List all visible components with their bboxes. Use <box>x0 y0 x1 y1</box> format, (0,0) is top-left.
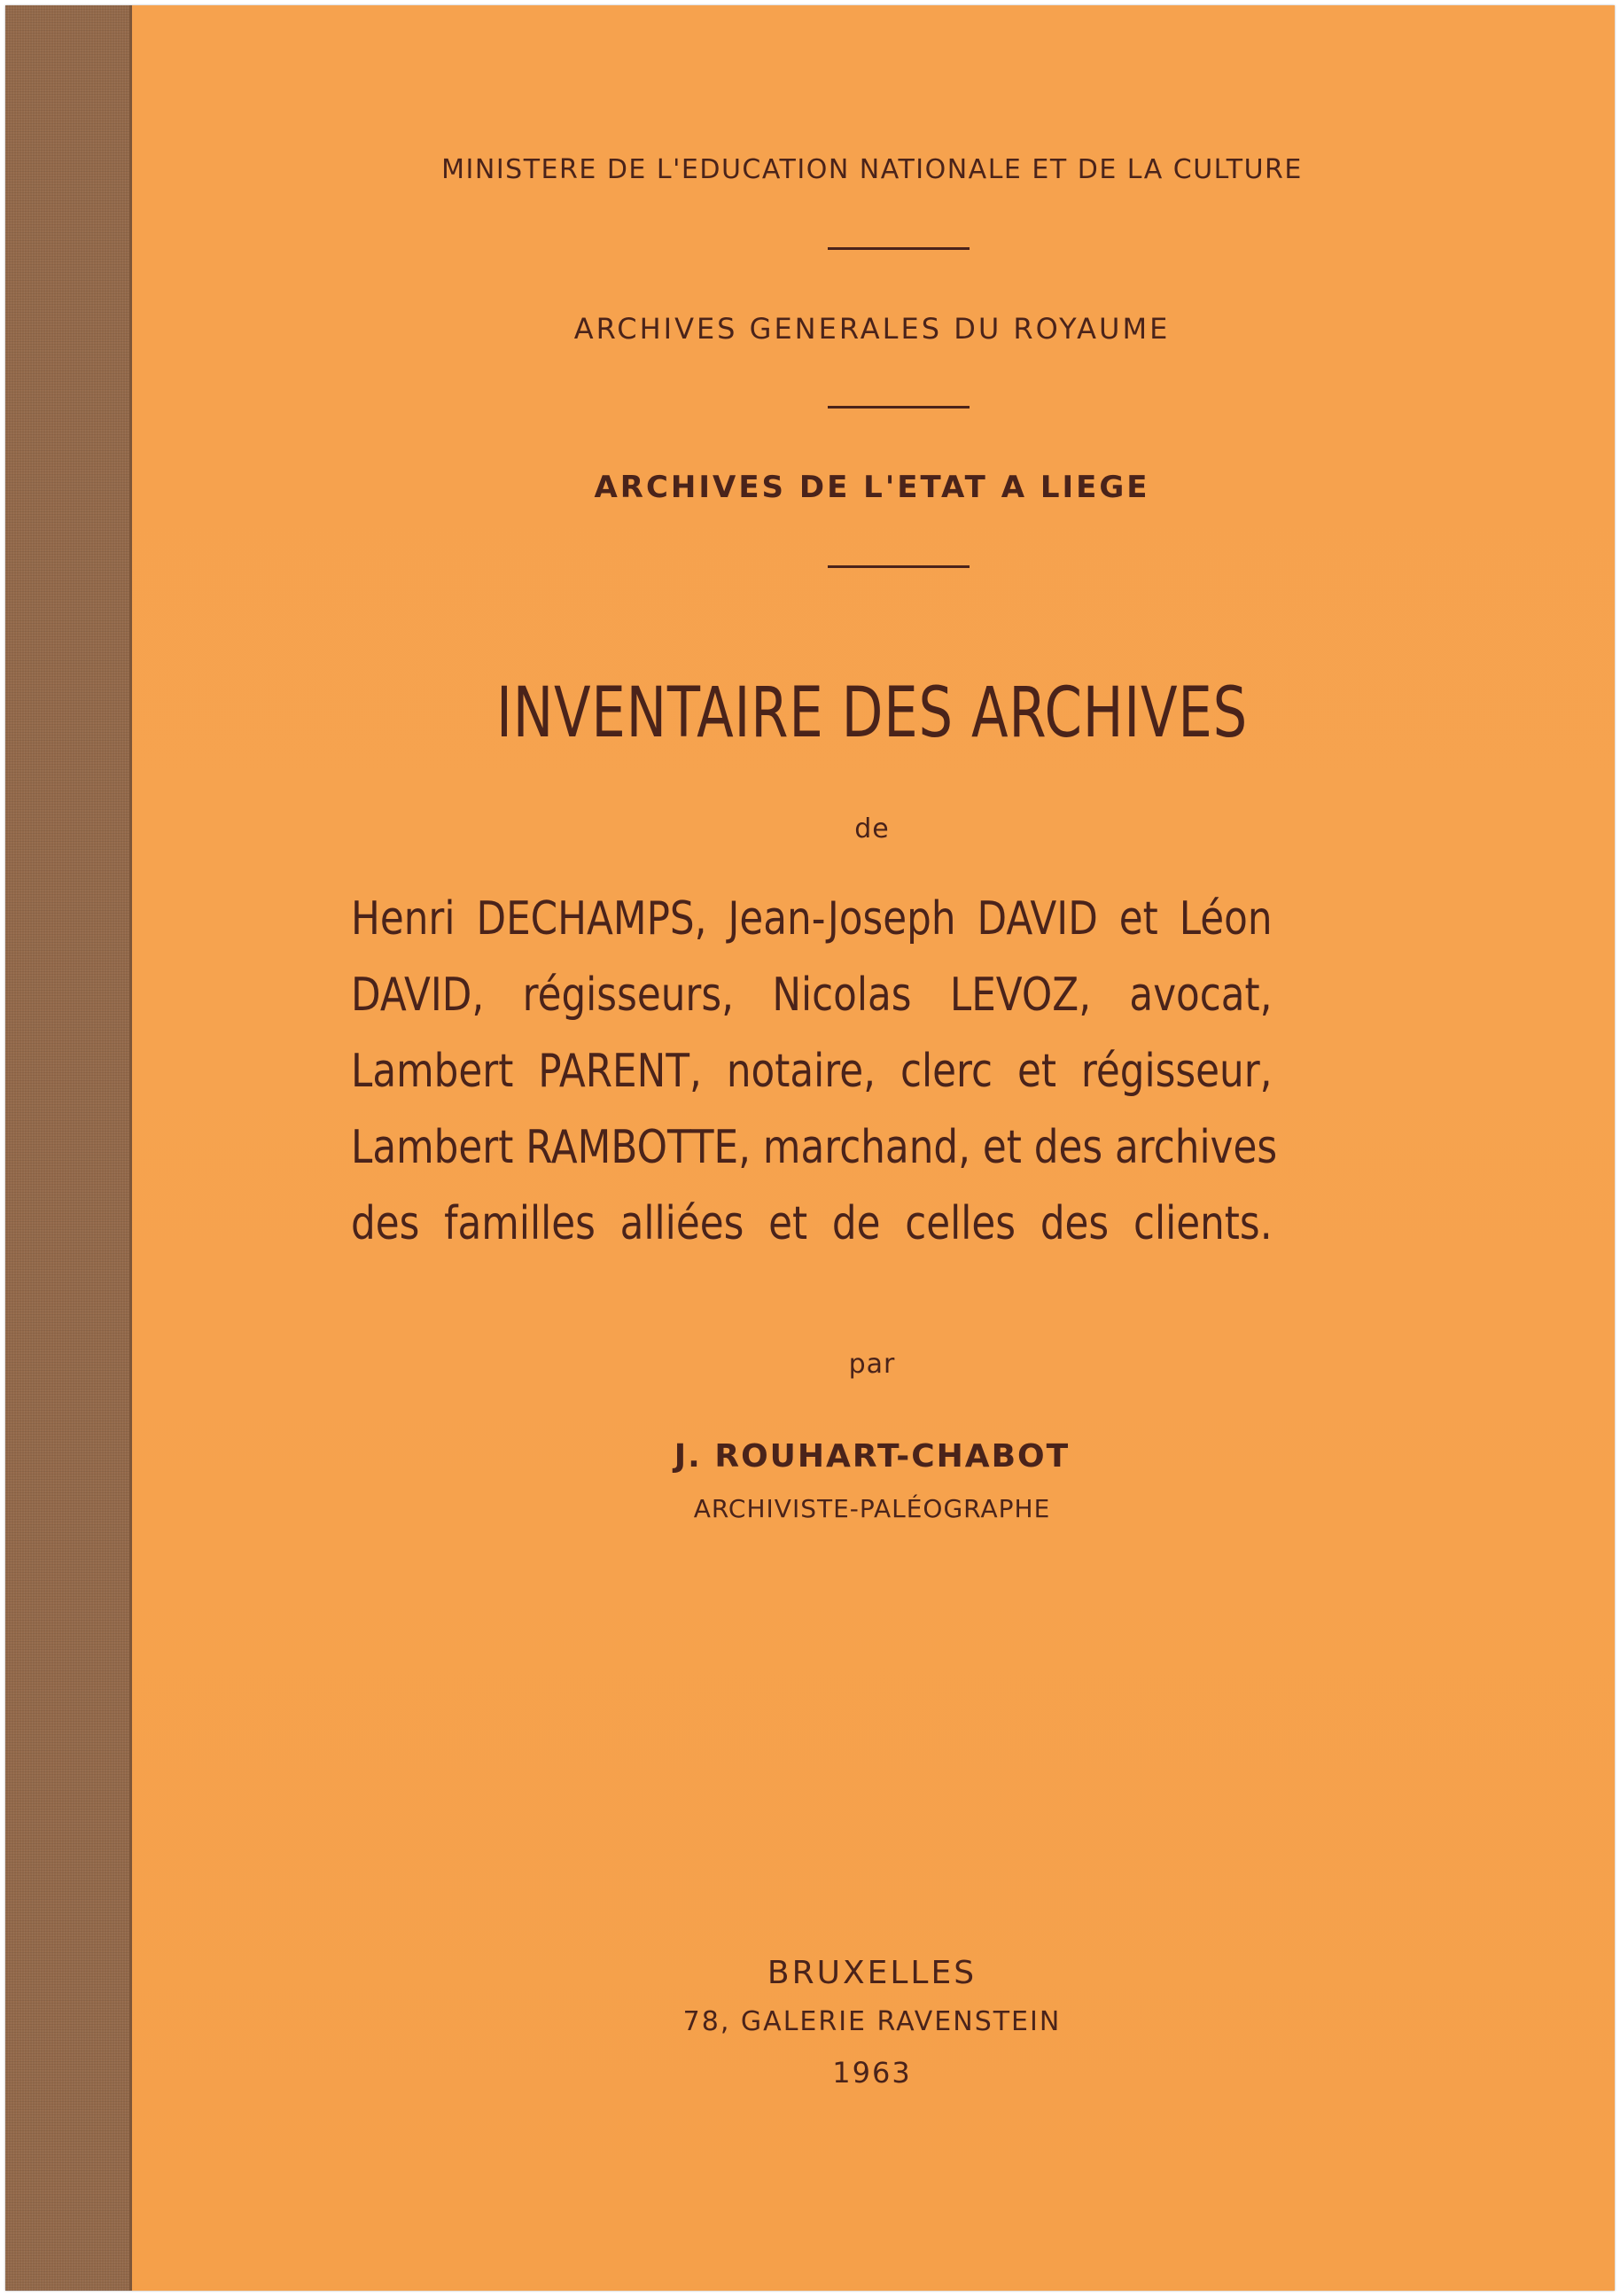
cloth-spine <box>5 5 132 2291</box>
publisher-city: BRUXELLES <box>767 1955 977 1991</box>
de-word: de <box>854 813 890 844</box>
archives-generales-header: ARCHIVES GENERALES DU ROYAUME <box>573 312 1171 346</box>
cover-content <box>129 5 1615 2291</box>
description-line: des familles alliées et de celles des clients. <box>351 1197 1273 1250</box>
description-line: DAVID, régisseurs, Nicolas LEVOZ, avocat, <box>351 969 1273 1022</box>
description-line: Henri DECHAMPS, Jean-Joseph DAVID et Léon <box>351 892 1273 946</box>
author-title: ARCHIVISTE-PALÉOGRAPHE <box>693 1494 1051 1523</box>
author-name: J. ROUHART-CHABOT <box>674 1438 1071 1475</box>
main-title: INVENTAIRE DES ARCHIVES <box>495 673 1248 753</box>
book-cover <box>5 5 1615 2291</box>
description-line: Lambert PARENT, notaire, clerc et régisseur, <box>351 1045 1273 1098</box>
description-block <box>351 881 1278 1262</box>
par-word: par <box>848 1349 896 1380</box>
divider-rule <box>828 247 970 250</box>
archives-etat-header: ARCHIVES DE L'ETAT A LIEGE <box>594 470 1150 505</box>
divider-rule <box>828 406 970 409</box>
publication-year: 1963 <box>832 2056 912 2090</box>
description-line: Lambert RAMBOTTE, marchand, et des archives <box>351 1121 1278 1174</box>
divider-rule <box>828 565 970 568</box>
publisher-address: 78, GALERIE RAVENSTEIN <box>682 2006 1062 2037</box>
ministry-header: MINISTERE DE L'EDUCATION NATIONALE ET DE LA CULTURE <box>441 154 1303 185</box>
